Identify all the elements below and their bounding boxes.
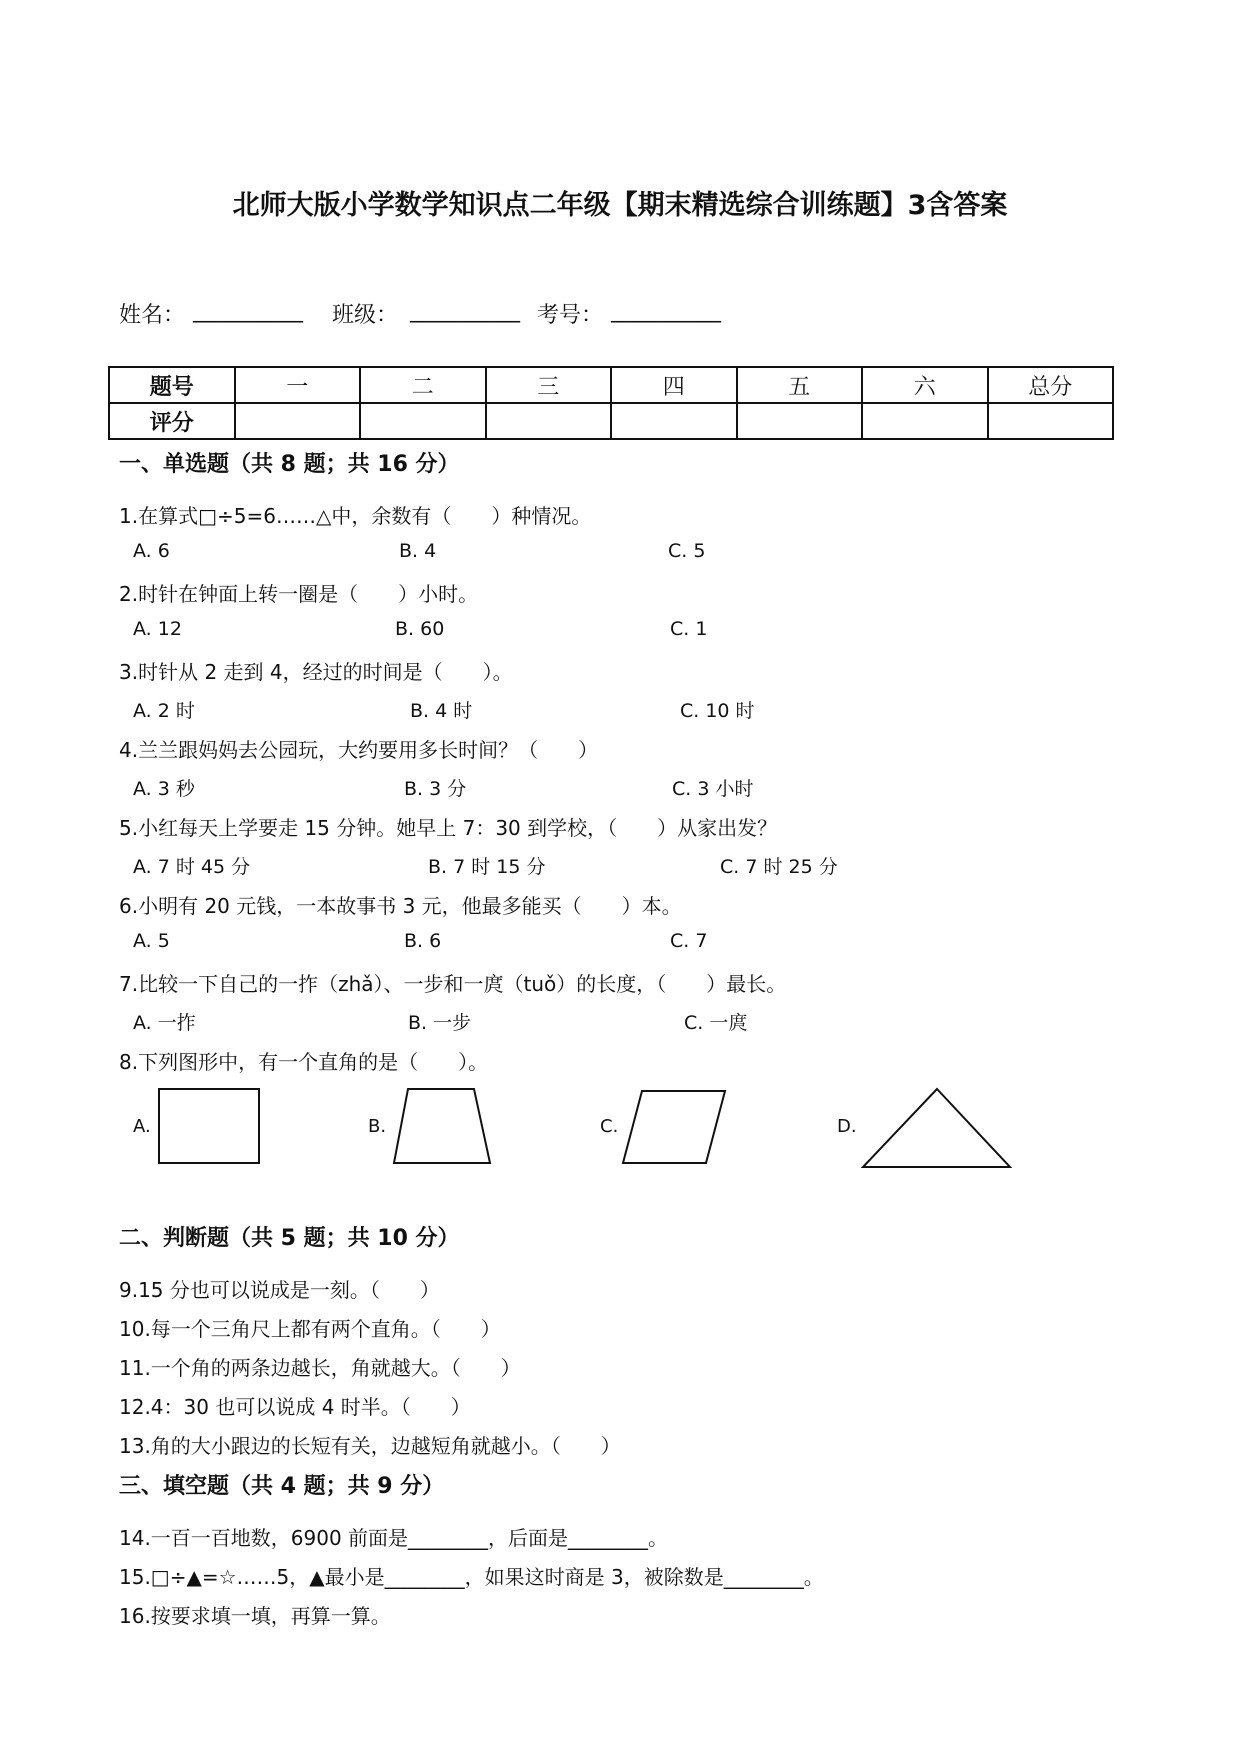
question-5: 5.小红每天上学要走 15 分钟。她早上 7：30 到学校，（ ）从家出发？ [119,816,778,840]
name-blank[interactable]: __________ [193,298,303,323]
q2-option-b[interactable]: B. 60 [395,618,445,640]
q8-option-c[interactable]: C. [600,1116,619,1137]
section2-heading: 二、判断题（共 5 题；共 10 分） [119,1226,460,1251]
question-3: 3.时针从 2 走到 4，经过的时间是（ ）。 [119,660,513,684]
q6-option-c[interactable]: C. 7 [670,930,708,952]
score-cell[interactable] [235,403,361,439]
score-header-cell: 二 [360,367,486,403]
q4-option-a[interactable]: A. 3 秒 [133,778,195,800]
q6-option-b[interactable]: B. 6 [404,930,442,952]
question-16: 16.按要求填一填，再算一算。 [119,1604,391,1628]
q3-option-b[interactable]: B. 4 时 [410,700,473,722]
score-header-cell: 总分 [988,367,1114,403]
score-row-label: 评分 [109,403,235,439]
q5-option-a[interactable]: A. 7 时 45 分 [133,856,251,878]
q2-option-c[interactable]: C. 1 [670,618,708,640]
score-header-label: 题号 [109,367,235,403]
class-label: 班级： [332,303,399,328]
q1-option-a[interactable]: A. 6 [133,540,170,562]
score-header-cell: 六 [862,367,988,403]
score-header-cell: 四 [611,367,737,403]
section1-heading: 一、单选题（共 8 题；共 16 分） [119,452,460,477]
q3-option-a[interactable]: A. 2 时 [133,700,195,722]
q4-option-c[interactable]: C. 3 小时 [672,778,754,800]
q5-option-b[interactable]: B. 7 时 15 分 [428,856,546,878]
question-6: 6.小明有 20 元钱，一本故事书 3 元，他最多能买（ ）本。 [119,894,682,918]
exam-blank[interactable]: __________ [611,298,721,323]
q1-option-c[interactable]: C. 5 [668,540,706,562]
triangle-shape [862,1088,1012,1168]
score-header-cell: 一 [235,367,361,403]
score-header-cell: 三 [486,367,612,403]
trapezoid-shape [393,1088,491,1166]
question-14: 14.一百一百地数，6900 前面是________，后面是________。 [119,1526,669,1550]
q8-option-b[interactable]: B. [368,1116,387,1137]
q7-option-c[interactable]: C. 一庹 [684,1012,748,1034]
question-8: 8.下列图形中，有一个直角的是（ ）。 [119,1050,489,1074]
question-1: 1.在算式□÷5=6……△中，余数有（ ）种情况。 [119,504,592,528]
q5-option-c[interactable]: C. 7 时 25 分 [720,856,838,878]
score-header-cell: 五 [737,367,863,403]
score-table [108,366,1114,440]
class-blank[interactable]: __________ [410,298,520,323]
triangle-outline [863,1089,1010,1167]
score-cell[interactable] [611,403,737,439]
score-cell[interactable] [486,403,612,439]
rectangle-shape [158,1088,260,1164]
score-cell[interactable] [988,403,1114,439]
rectangle-outline [159,1089,259,1163]
question-12: 12.4：30 也可以说成 4 时半。（ ） [119,1395,471,1419]
score-table-header-row [109,367,1113,403]
question-7: 7.比较一下自己的一拃（zhǎ）、一步和一庹（tuǒ）的长度，（ ）最长。 [119,972,787,996]
question-2: 2.时针在钟面上转一圈是（ ）小时。 [119,582,479,606]
q7-option-a[interactable]: A. 一拃 [133,1012,196,1034]
section3-heading: 三、填空题（共 4 题；共 9 分） [119,1474,445,1499]
question-11: 11.一个角的两条边越长，角就越大。（ ） [119,1356,521,1380]
q8-option-d[interactable]: D. [837,1116,857,1137]
score-table-score-row [109,403,1113,439]
score-cell[interactable] [737,403,863,439]
question-15: 15.□÷▲=☆……5，▲最小是________，如果这时商是 3，被除数是________。 [119,1565,824,1589]
question-4: 4.兰兰跟妈妈去公园玩，大约要用多长时间？（ ） [119,738,599,762]
q8-option-a[interactable]: A. [133,1116,151,1137]
question-13: 13.角的大小跟边的长短有关，边越短角就越小。（ ） [119,1434,621,1458]
score-cell[interactable] [360,403,486,439]
page-title: 北师大版小学数学知识点二年级【期末精选综合训练题】3含答案 [232,190,1008,221]
question-10: 10.每一个三角尺上都有两个直角。（ ） [119,1317,501,1341]
question-9: 9.15 分也可以说成是一刻。（ ） [119,1278,440,1302]
q4-option-b[interactable]: B. 3 分 [404,778,467,800]
q3-option-c[interactable]: C. 10 时 [680,700,755,722]
q2-option-a[interactable]: A. 12 [133,618,182,640]
parallelogram-outline [623,1091,725,1163]
parallelogram-shape [622,1090,726,1164]
q7-option-b[interactable]: B. 一步 [408,1012,472,1034]
exam-label: 考号： [537,303,604,328]
q6-option-a[interactable]: A. 5 [133,930,170,952]
name-label: 姓名： [119,303,186,328]
score-cell[interactable] [862,403,988,439]
q1-option-b[interactable]: B. 4 [399,540,437,562]
trapezoid-outline [394,1089,490,1163]
